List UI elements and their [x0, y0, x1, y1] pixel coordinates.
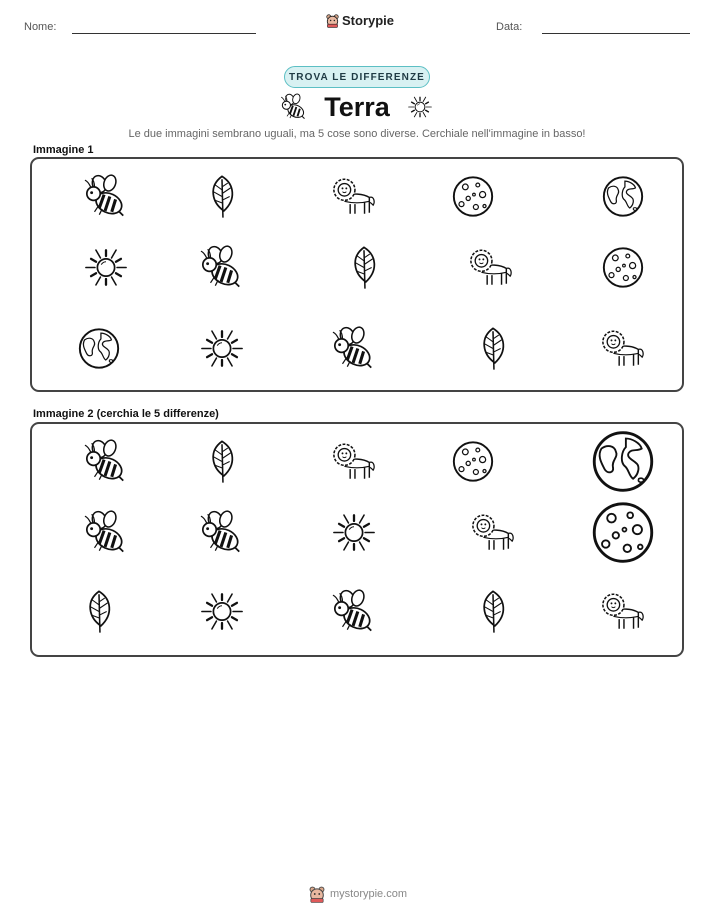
image1-label: Immagine 1	[33, 144, 94, 156]
name-field[interactable]	[72, 33, 256, 34]
date-field[interactable]	[542, 33, 690, 34]
image2-earth-icon[interactable]	[589, 427, 658, 501]
image2-leaf-icon[interactable]	[470, 589, 516, 640]
image1-sun-icon	[83, 245, 129, 296]
image2-bee-icon[interactable]	[331, 589, 377, 640]
image1-bee-icon	[83, 174, 129, 225]
image2-sun-icon[interactable]	[331, 510, 377, 561]
image1-lion-icon	[468, 245, 514, 296]
title-sun-icon	[407, 94, 433, 125]
image1-panel	[30, 157, 684, 392]
image1-leaf-icon	[341, 245, 387, 296]
image2-lion-icon[interactable]	[331, 439, 377, 490]
image1-leaf-icon	[199, 174, 245, 225]
brand-logo	[326, 13, 394, 28]
image1-sun-icon	[199, 326, 245, 377]
date-label: Data:	[496, 21, 523, 33]
name-label: Nome:	[24, 21, 57, 33]
image2-label: Immagine 2 (cerchia le 5 differenze)	[33, 408, 219, 420]
image2-lion-icon[interactable]	[600, 589, 646, 640]
image1-lion-icon	[331, 174, 377, 225]
image2-leaf-icon[interactable]	[199, 439, 245, 490]
image2-leaf-icon[interactable]	[76, 589, 122, 640]
brand-name: Storypie	[342, 13, 395, 28]
image2-moon-icon[interactable]	[589, 498, 658, 572]
image1-earth-icon	[76, 326, 122, 377]
image1-bee-icon	[331, 326, 377, 377]
image1-lion-icon	[600, 326, 646, 377]
footer-site: mystorypie.com	[330, 888, 408, 900]
image2-moon-icon[interactable]	[450, 439, 496, 490]
image1-moon-icon	[600, 245, 646, 296]
image2-lion-icon[interactable]	[470, 510, 516, 561]
image1-earth-icon	[600, 174, 646, 225]
image2-bee-icon[interactable]	[83, 510, 129, 561]
worksheet-type-badge: TROVA LE DIFFERENZE	[284, 66, 430, 88]
image2-bee-icon[interactable]	[83, 439, 129, 490]
page-title: Terra	[324, 92, 390, 122]
image1-leaf-icon	[470, 326, 516, 377]
image2-sun-icon[interactable]	[199, 589, 245, 640]
image1-bee-icon	[199, 245, 245, 296]
image1-moon-icon	[450, 174, 496, 225]
image2-panel[interactable]	[30, 422, 684, 657]
storypie-mascot-icon	[309, 885, 325, 903]
instructions: Le due immagini sembrano uguali, ma 5 cose sono diverse. Cerchiale nell'immagine in basso!	[128, 128, 586, 140]
footer	[309, 885, 407, 903]
image2-bee-icon[interactable]	[199, 510, 245, 561]
storypie-mascot-icon	[326, 13, 339, 28]
